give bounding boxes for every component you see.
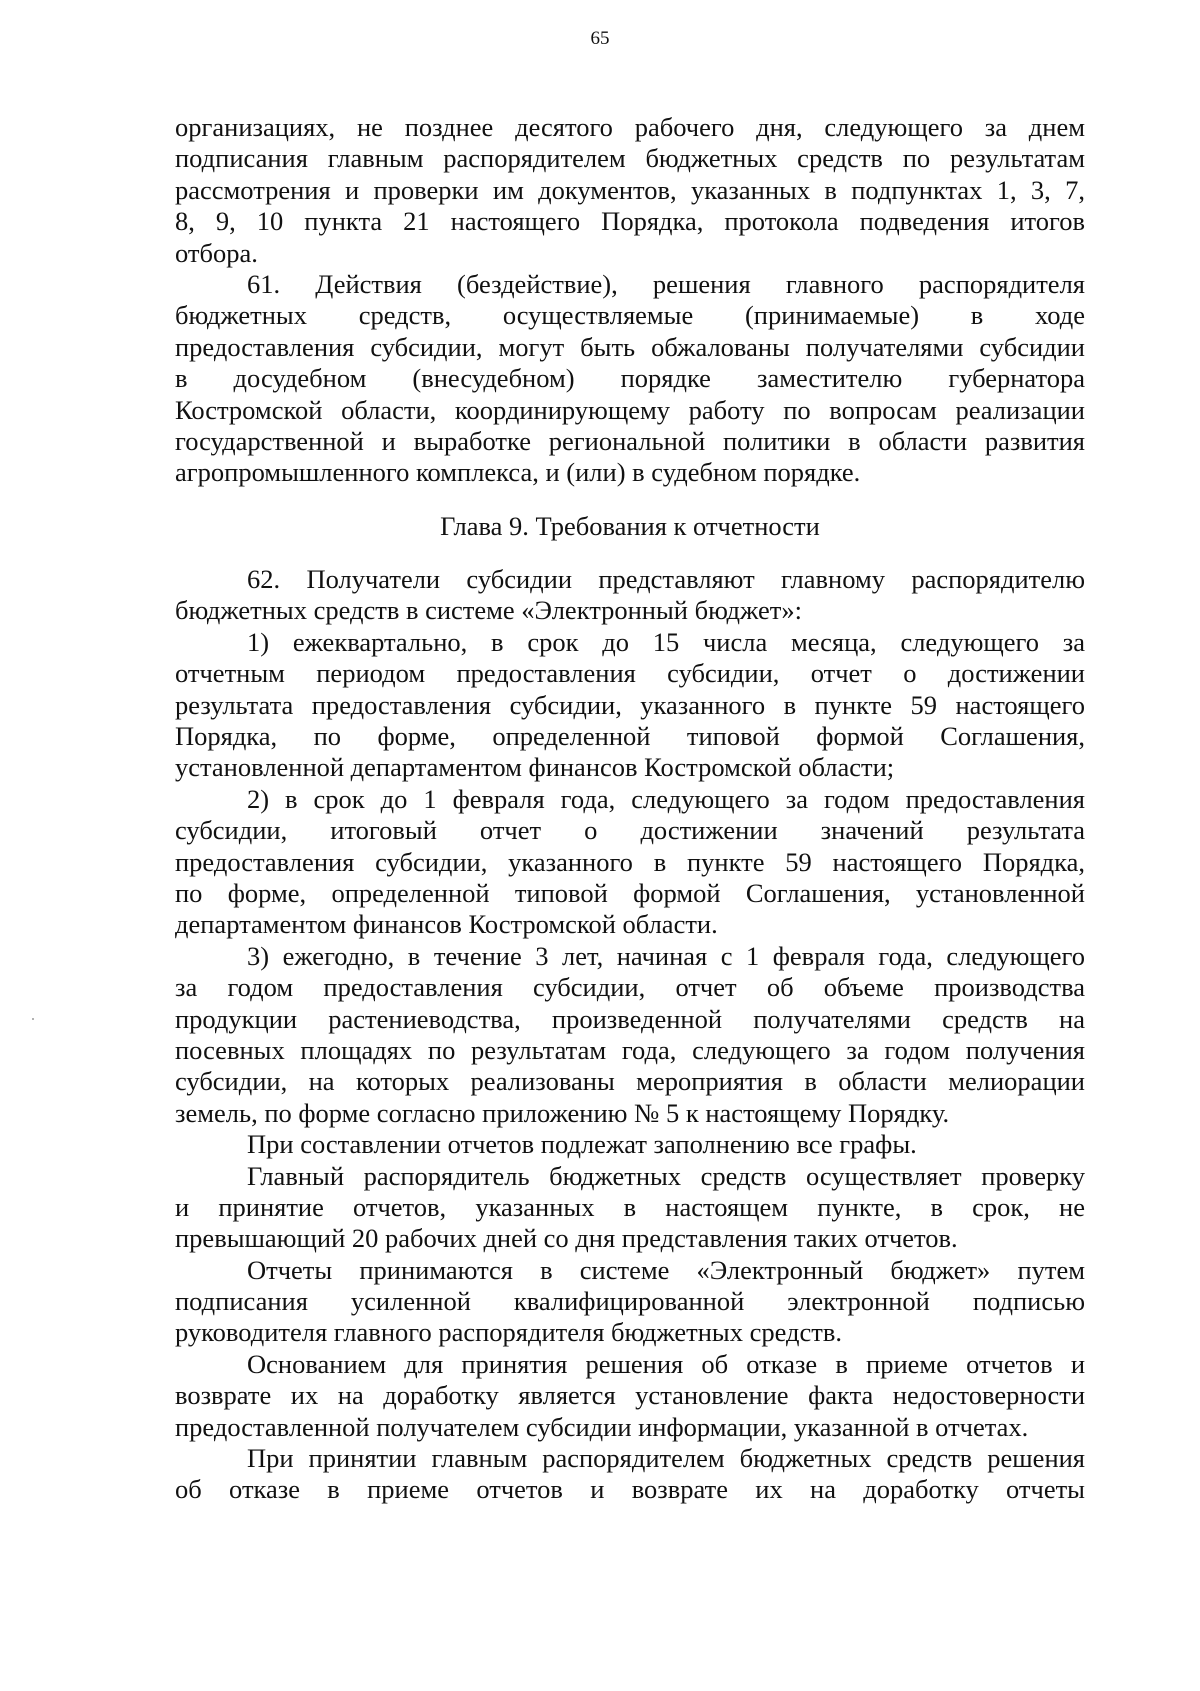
text-line: возврате их на доработку является установление факта недостоверности	[175, 1380, 1085, 1411]
text-line: в досудебном (внесудебном) порядке заместителю губернатора	[175, 363, 1085, 394]
text-line: При составлении отчетов подлежат заполнению все графы.	[247, 1129, 917, 1160]
text-line: 61. Действия (бездействие), решения главного распорядителя	[247, 268, 1085, 299]
text-line: отчетным периодом предоставления субсидии, отчет о достижении	[175, 658, 1085, 689]
text-line: об отказе в приеме отчетов и возврате их на доработку отчеты	[175, 1474, 1085, 1505]
text-line: Главный распорядитель бюджетных средств осуществляет проверку	[247, 1160, 1085, 1191]
text-line: рассмотрения и проверки им документов, указанных в подпунктах 1, 3, 7,	[175, 174, 1085, 205]
text-line: предоставленной получателем субсидии информации, указанной в отчетах.	[175, 1411, 1029, 1442]
text-line: посевных площадях по результатам года, следующего за годом получения	[175, 1034, 1085, 1065]
text-line: подписания главным распорядителем бюджетных средств по результатам	[175, 143, 1085, 174]
text-line: предоставления субсидии, указанного в пункте 59 настоящего Порядка,	[175, 846, 1085, 877]
paragraph-gap	[175, 542, 1085, 564]
text-line: по форме, определенной типовой формой Соглашения, установленной	[175, 877, 1085, 908]
text-line: бюджетных средств, осуществляемые (принимаемые) в ходе	[175, 300, 1085, 331]
text-line: установленной департаментом финансов Костромской области;	[175, 752, 895, 783]
text-line: субсидии, на которых реализованы мероприятия в области мелиорации	[175, 1066, 1085, 1097]
text-line: агропромышленного комплекса, и (или) в судебном порядке.	[175, 457, 861, 488]
page-number: 65	[590, 28, 610, 49]
text-line: Костромской области, координирующему работу по вопросам реализации	[175, 394, 1085, 425]
chapter-heading: Глава 9. Требования к отчетности	[440, 510, 820, 541]
document-body	[175, 112, 1085, 1506]
text-line: 3) ежегодно, в течение 3 лет, начиная с 1 февраля года, следующего	[247, 940, 1085, 971]
text-line: земель, по форме согласно приложению № 5 к настоящему Порядку.	[175, 1097, 950, 1128]
text-line: департаментом финансов Костромской области.	[175, 909, 718, 940]
text-line: 62. Получатели субсидии представляют главному распорядителю	[247, 564, 1085, 595]
text-line: и принятие отчетов, указанных в настоящем пункте, в срок, не	[175, 1191, 1085, 1222]
text-line: руководителя главного распорядителя бюджетных средств.	[175, 1317, 842, 1348]
text-line: отбора.	[175, 237, 258, 268]
text-line: субсидии, итоговый отчет о достижении значений результата	[175, 815, 1085, 846]
text-line: 1) ежеквартально, в срок до 15 числа месяца, следующего за	[247, 626, 1085, 657]
paragraph-gap	[175, 489, 1085, 511]
text-line: результата предоставления субсидии, указанного в пункте 59 настоящего	[175, 689, 1085, 720]
text-line: При принятии главным распорядителем бюджетных средств решения	[247, 1443, 1085, 1474]
text-line: бюджетных средств в системе «Электронный бюджет»:	[175, 595, 802, 626]
text-line: продукции растениеводства, произведенной получателями средств на	[175, 1003, 1085, 1034]
scan-speck	[32, 1018, 34, 1020]
text-line: предоставления субсидии, могут быть обжалованы получателями субсидии	[175, 331, 1085, 362]
text-line: Порядка, по форме, определенной типовой формой Соглашения,	[175, 721, 1085, 752]
text-line: превышающий 20 рабочих дней со дня представления таких отчетов.	[175, 1223, 958, 1254]
text-line: Основанием для принятия решения об отказе в приеме отчетов и	[247, 1348, 1085, 1379]
text-line: 8, 9, 10 пункта 21 настоящего Порядка, протокола подведения итогов	[175, 206, 1085, 237]
text-line: организациях, не позднее десятого рабочего дня, следующего за днем	[175, 112, 1085, 142]
text-line: за годом предоставления субсидии, отчет об объеме производства	[175, 972, 1085, 1003]
text-line: государственной и выработке региональной политики в области развития	[175, 425, 1085, 456]
text-line: Отчеты принимаются в системе «Электронный бюджет» путем	[247, 1254, 1085, 1285]
text-line: подписания усиленной квалифицированной электронной подписью	[175, 1286, 1085, 1317]
text-line: 2) в срок до 1 февраля года, следующего за годом предоставления	[247, 783, 1085, 814]
